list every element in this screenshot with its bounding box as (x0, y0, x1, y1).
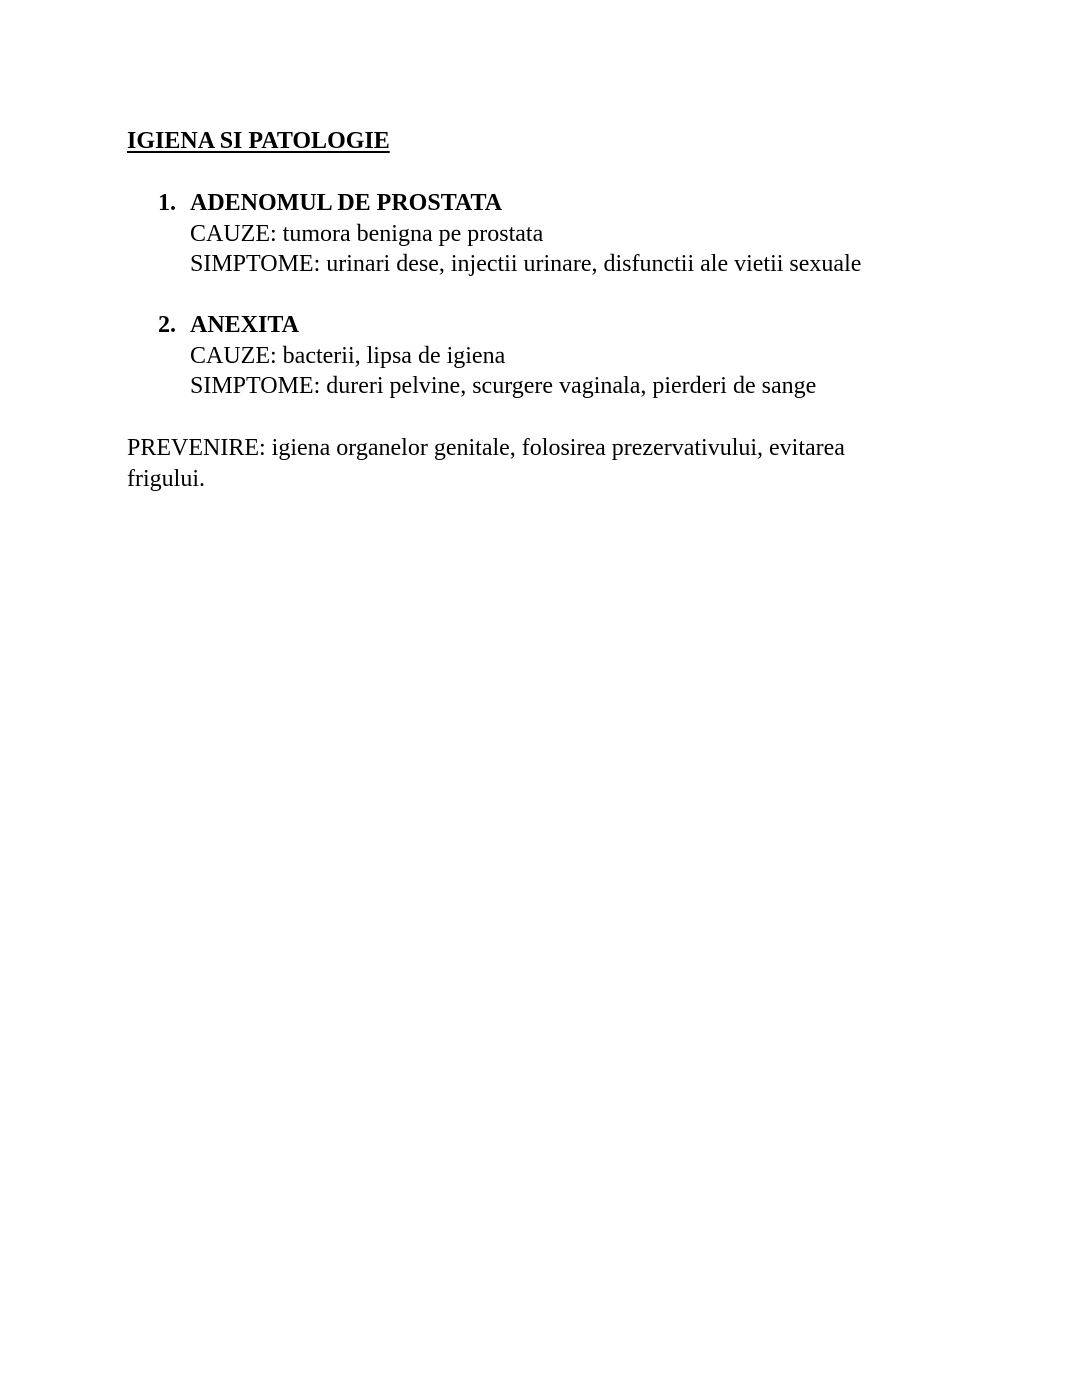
list-item-heading (158, 188, 861, 219)
list-item-heading (158, 310, 816, 341)
list-item-title: ADENOMUL DE PROSTATA (190, 190, 503, 216)
list-item-title: ANEXITA (190, 312, 299, 338)
list-item-causes: CAUZE: tumora benigna pe prostata (190, 220, 544, 247)
list-item-adenomul (158, 188, 861, 280)
list-item-symptoms: SIMPTOME: dureri pelvine, scurgere vaginala, pierderi de sange (190, 373, 817, 399)
list-item-number: 1. (158, 190, 176, 216)
list-item-number: 2. (158, 312, 176, 338)
prevention-paragraph: PREVENIRE: igiena organelor genitale, folosirea prezervativului, evitarea frigului. (127, 435, 845, 492)
list-item-anexita (158, 310, 816, 402)
list-item-causes: CAUZE: bacterii, lipsa de igiena (190, 342, 506, 369)
document-title: IGIENA SI PATOLOGIE (127, 128, 390, 154)
list-item-symptoms: SIMPTOME: urinari dese, injectii urinare, disfunctii ale vietii sexuale (190, 251, 862, 277)
